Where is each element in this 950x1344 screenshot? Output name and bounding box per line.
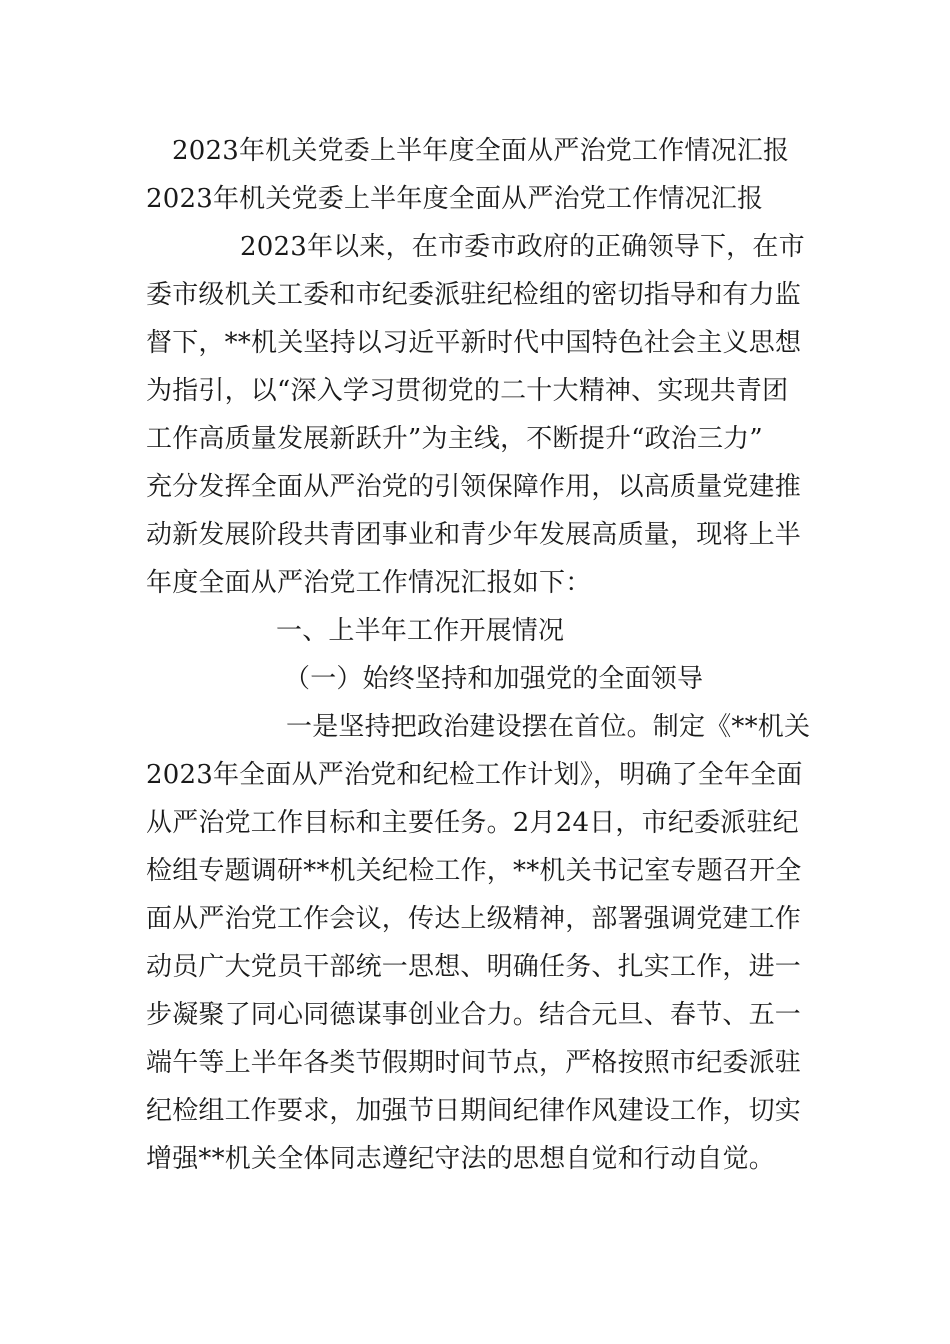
intro-line: 工作高质量发展新跃升”为主线，不断提升“政治三力” (146, 424, 763, 454)
body-line: 步凝聚了同心同德谋事创业合力。结合元旦、春节、五一 (146, 1000, 802, 1030)
intro-line: 为指引，以“深入学习贯彻党的二十大精神、实现共青团 (146, 376, 789, 406)
intro-line: 充分发挥全面从严治党的引领保障作用，以高质量党建推 (146, 472, 802, 502)
body-line: 一是坚持把政治建设摆在首位。制定《**机关 (286, 712, 811, 742)
body-line: 端午等上半年各类节假期时间节点，严格按照市纪委派驻 (146, 1048, 802, 1078)
body-line: 增强**机关全体同志遵纪守法的思想自觉和行动自觉。 (146, 1144, 776, 1174)
body-line: 从严治党工作目标和主要任务。2月24日，市纪委派驻纪 (146, 808, 799, 838)
document-title: 2023年机关党委上半年度全面从严治党工作情况汇报 (172, 136, 790, 166)
intro-line: 督下，**机关坚持以习近平新时代中国特色社会主义思想 (146, 328, 802, 358)
intro-line: 2023年以来，在市委市政府的正确领导下，在市 (240, 232, 805, 262)
document-title-repeat: 2023年机关党委上半年度全面从严治党工作情况汇报 (146, 184, 764, 214)
subsection-heading: （一）始终坚持和加强党的全面领导 (284, 664, 704, 694)
body-line: 纪检组工作要求，加强节日期间纪律作风建设工作，切实 (146, 1096, 802, 1126)
intro-line: 年度全面从严治党工作情况汇报如下： (146, 568, 592, 598)
body-line: 检组专题调研**机关纪检工作，**机关书记室专题召开全 (146, 856, 802, 886)
body-line: 动员广大党员干部统一思想、明确任务、扎实工作，进一 (146, 952, 802, 982)
intro-line: 委市级机关工委和市纪委派驻纪检组的密切指导和有力监 (146, 280, 802, 310)
body-line: 面从严治党工作会议，传达上级精神，部署强调党建工作 (146, 904, 802, 934)
section-heading: 一、上半年工作开展情况 (276, 616, 565, 646)
body-line: 2023年全面从严治党和纪检工作计划》，明确了全年全面 (146, 760, 803, 790)
intro-line: 动新发展阶段共青团事业和青少年发展高质量，现将上半 (146, 520, 802, 550)
